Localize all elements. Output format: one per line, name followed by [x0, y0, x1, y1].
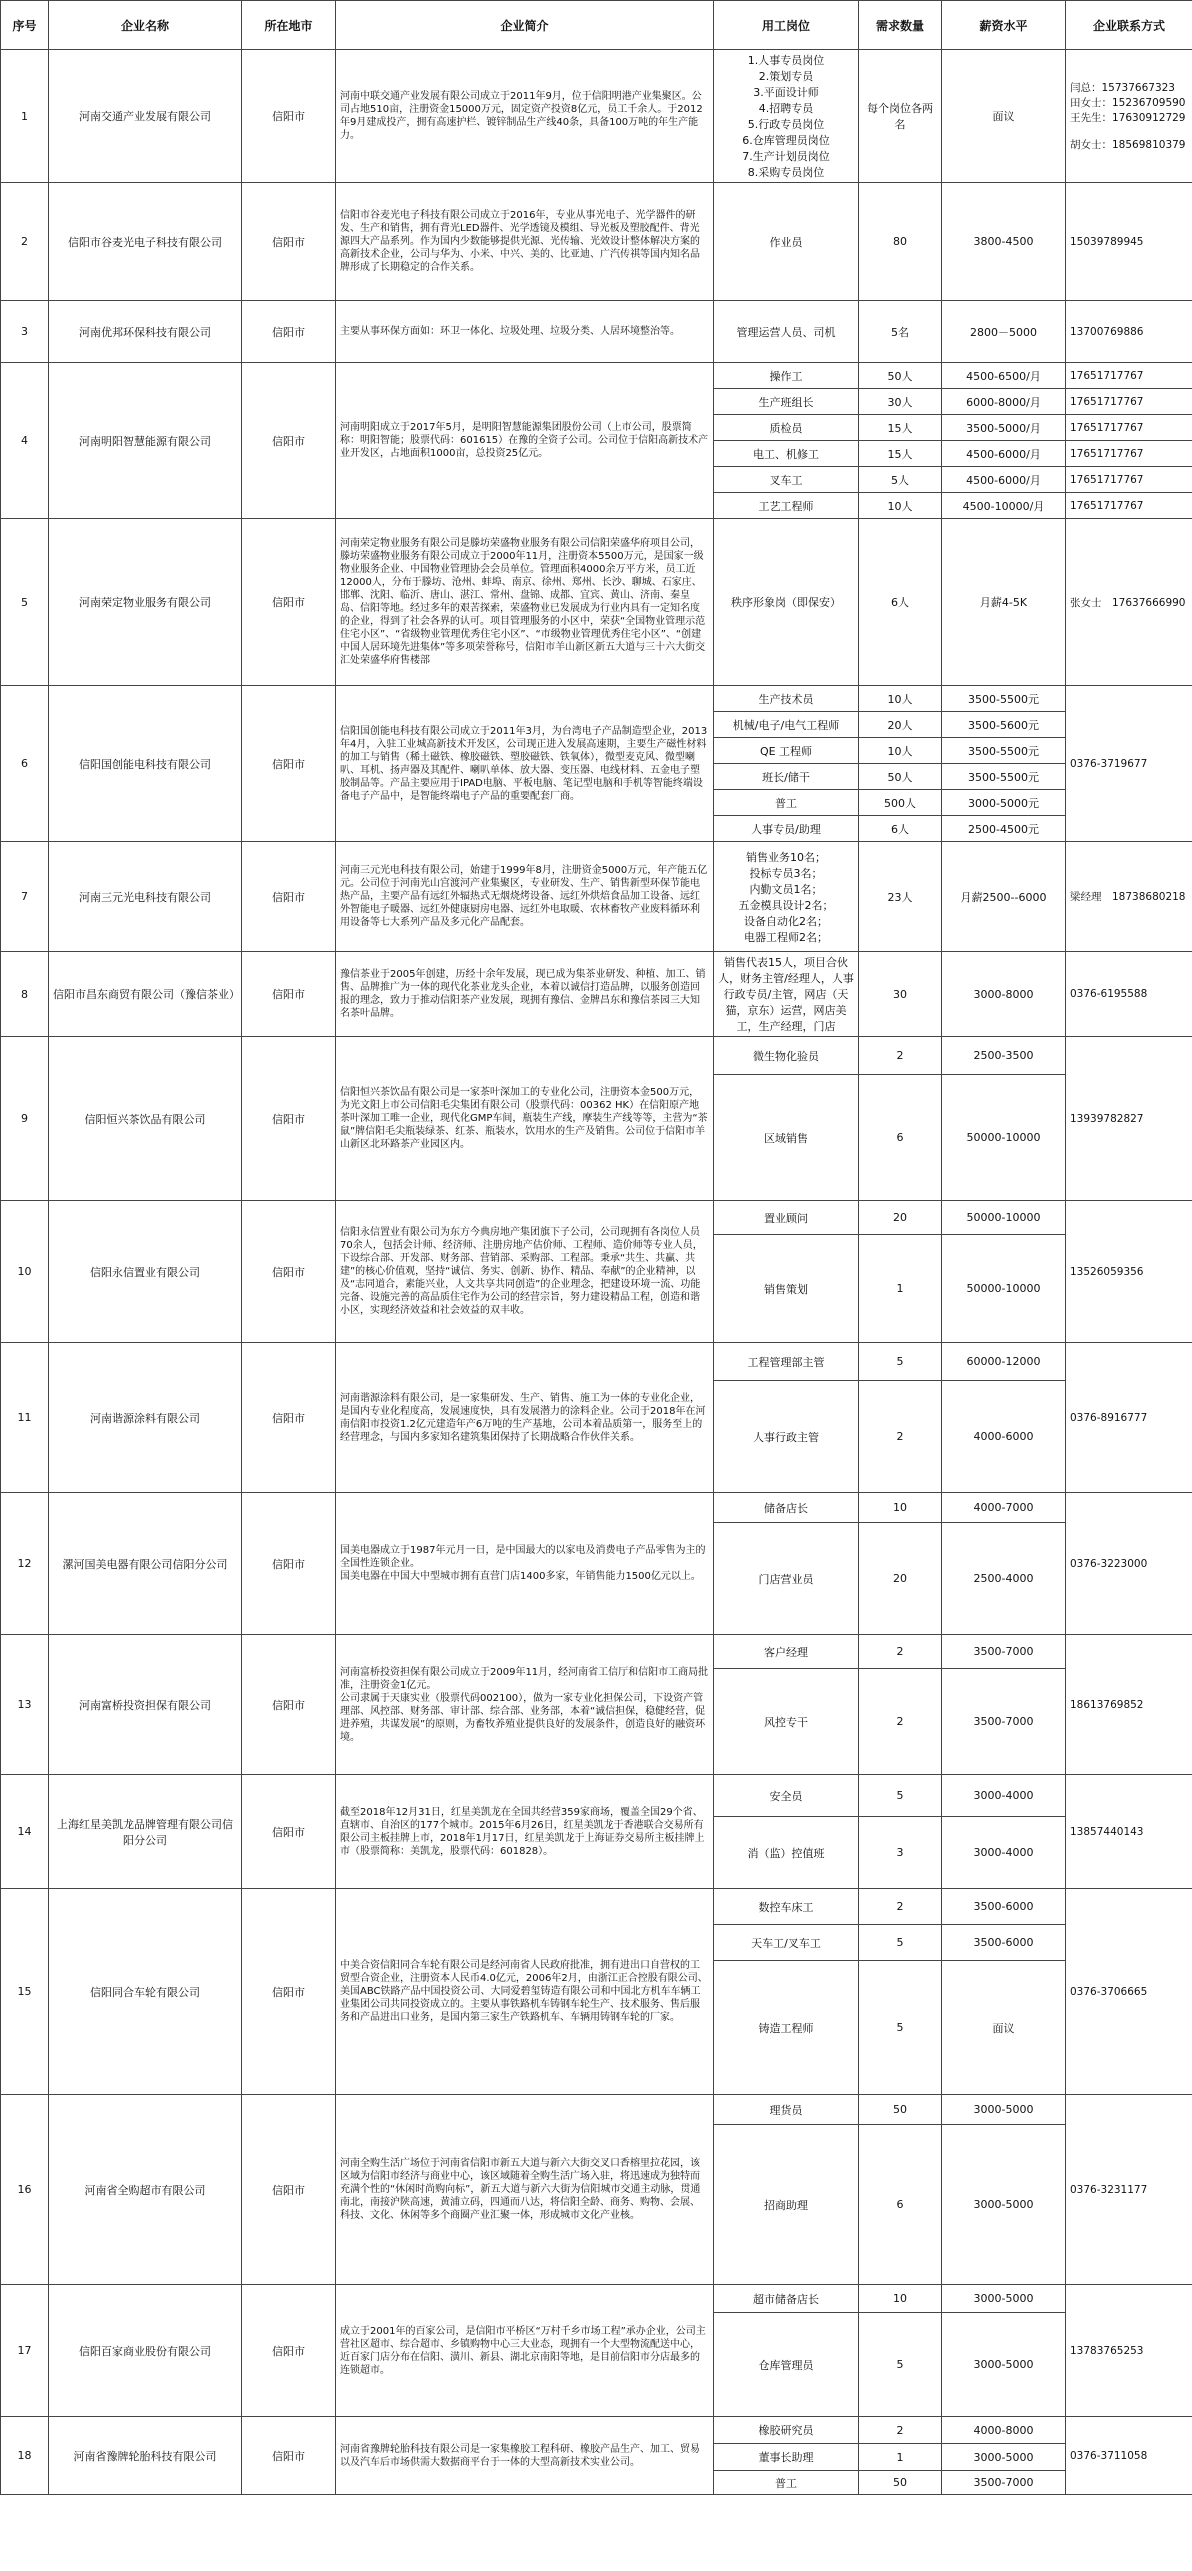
company-city: 信阳市 — [242, 2285, 336, 2417]
job-position: 超市储备店长 — [714, 2285, 859, 2313]
job-position: 风控专干 — [714, 1669, 859, 1775]
company-contact: 0376-3706665 — [1066, 1889, 1192, 2095]
header-number: 需求数量 — [859, 1, 942, 50]
job-number: 10人 — [859, 493, 942, 519]
job-number: 6人 — [859, 816, 942, 842]
company-city: 信阳市 — [242, 952, 336, 1037]
job-number: 20 — [859, 1201, 942, 1235]
company-name: 信阳市昌东商贸有限公司（豫信茶业） — [49, 952, 242, 1037]
job-number: 5 — [859, 2313, 942, 2417]
job-salary: 6000-8000/月 — [942, 389, 1066, 415]
company-city: 信阳市 — [242, 1493, 336, 1635]
job-number: 23人 — [859, 842, 942, 952]
job-position: 理货员 — [714, 2095, 859, 2125]
job-salary: 3000-4000 — [942, 1817, 1066, 1889]
job-number: 30 — [859, 952, 942, 1037]
job-salary: 3500-5600元 — [942, 712, 1066, 738]
job-number: 50 — [859, 2471, 942, 2495]
company-intro: 国美电器成立于1987年元月一日，是中国最大的以家电及消费电子产品零售为主的全国性连锁企业。 国美电器在中国大中型城市拥有直营门店1400多家，年销售能力1500亿元以上。 — [336, 1493, 714, 1635]
row-seq: 13 — [1, 1635, 49, 1775]
job-number: 10 — [859, 1493, 942, 1523]
company-contact: 0376-3231177 — [1066, 2095, 1192, 2285]
table-row — [1, 2417, 1192, 2444]
job-position: 生产技术员 — [714, 686, 859, 712]
row-seq: 15 — [1, 1889, 49, 2095]
company-contact: 0376-6195588 — [1066, 952, 1192, 1037]
job-salary: 3500-6000 — [942, 1889, 1066, 1925]
job-number: 1 — [859, 2444, 942, 2471]
header-seq: 序号 — [1, 1, 49, 50]
company-contact: 17651717767 — [1066, 441, 1192, 467]
job-position: 仓库管理员 — [714, 2313, 859, 2417]
company-contact: 13857440143 — [1066, 1775, 1192, 1889]
company-contact: 0376-8916777 — [1066, 1343, 1192, 1493]
job-position: 区域销售 — [714, 1075, 859, 1201]
company-city: 信阳市 — [242, 1635, 336, 1775]
job-salary: 3500-7000 — [942, 1669, 1066, 1775]
table-row — [1, 1493, 1192, 1523]
job-number: 5 — [859, 1775, 942, 1817]
company-city: 信阳市 — [242, 686, 336, 842]
job-position: 客户经理 — [714, 1635, 859, 1669]
company-contact: 张女士 17637666990 — [1066, 519, 1192, 686]
company-contact: 闫总：15737667323 田女士：15236709590 王先生：17630912729 胡女士：18569810379 — [1066, 50, 1192, 183]
job-salary: 面议 — [942, 1961, 1066, 2095]
job-position: 电工、机修工 — [714, 441, 859, 467]
company-city: 信阳市 — [242, 519, 336, 686]
job-salary: 3500-7000 — [942, 2471, 1066, 2495]
job-salary: 4000-8000 — [942, 2417, 1066, 2444]
row-seq: 6 — [1, 686, 49, 842]
job-number: 5名 — [859, 301, 942, 363]
job-number: 15人 — [859, 441, 942, 467]
job-number: 2 — [859, 1381, 942, 1493]
job-number: 30人 — [859, 389, 942, 415]
table-row — [1, 301, 1192, 363]
job-number: 6 — [859, 1075, 942, 1201]
company-contact: 15039789945 — [1066, 183, 1192, 301]
row-seq: 5 — [1, 519, 49, 686]
company-contact: 0376-3711058 — [1066, 2417, 1192, 2495]
job-number: 50人 — [859, 764, 942, 790]
company-intro: 河南明阳成立于2017年5月，是明阳智慧能源集团股份公司（上市公司，股票简称：明阳智能；股票代码：601615）在豫的全资子公司。公司位于信阳高新技术产业开发区，占地面积1000亩，总投资25亿元。 — [336, 363, 714, 519]
company-name: 河南谐源涂料有限公司 — [49, 1343, 242, 1493]
job-position: 普工 — [714, 790, 859, 816]
job-position: 管理运营人员、司机 — [714, 301, 859, 363]
job-position: 铸造工程师 — [714, 1961, 859, 2095]
job-position: 储备店长 — [714, 1493, 859, 1523]
company-intro: 河南富桥投资担保有限公司成立于2009年11月，经河南省工信厅和信阳市工商局批准，注册资金1亿元。 公司隶属于天康实业（股票代码002100），做为一家专业化担保公司，下设资产管理部、风控部、财务部、审计部、综合部、业务部，本着“诚信担保，稳健经营，促进养殖，共谋发展”的原则，为畜牧养殖业提供良好的发展条件，创造良好的融资环境。 — [336, 1635, 714, 1775]
company-intro: 河南三元光电科技有限公司，始建于1999年8月，注册资金5000万元，年产能五亿元。公司位于河南光山宫渡河产业集聚区，专业研发、生产、销售新型环保节能电热产品，主要产品有远红外辐热式无烟烧烤设备、远红外烘焙食品加工设备、远红外智能电子暖器、远红外健康厨房电器、远红外电取暖、农林畜牧产业废料循环利用设备等七大系列产品及多元化产品配套。 — [336, 842, 714, 952]
job-number: 50 — [859, 2095, 942, 2125]
table-row — [1, 1889, 1192, 1925]
job-number: 2 — [859, 1037, 942, 1075]
company-city: 信阳市 — [242, 2417, 336, 2495]
job-number: 每个岗位各两名 — [859, 50, 942, 183]
job-position: 1.人事专员岗位 2.策划专员 3.平面设计师 4.招聘专员 5.行政专员岗位 6.仓库管理员岗位 7.生产计划员岗位 8.采购专员岗位 — [714, 50, 859, 183]
company-intro: 信阳市谷麦光电子科技有限公司成立于2016年，专业从事光电子、光学器件的研发、生产和销售，拥有背光LED器件、光学透镜及模组、导光板及塑胶配件、背光源四大产品系列。作为国内少数能够提供光源、光传输、光效设计整体解决方案的高新技术企业，公司与华为、小米、中兴、美的、比亚迪、广汽传祺等国内知名品牌形成了长期稳定的合作关系。 — [336, 183, 714, 301]
row-seq: 9 — [1, 1037, 49, 1201]
company-name: 信阳同合车轮有限公司 — [49, 1889, 242, 2095]
job-position: 工程管理部主管 — [714, 1343, 859, 1381]
job-number: 1 — [859, 1235, 942, 1343]
company-name: 河南明阳智慧能源有限公司 — [49, 363, 242, 519]
job-salary: 2500-3500 — [942, 1037, 1066, 1075]
job-salary: 3000-4000 — [942, 1775, 1066, 1817]
job-position: 消（监）控值班 — [714, 1817, 859, 1889]
job-position: 秩序形象岗（即保安） — [714, 519, 859, 686]
company-intro: 主要从事环保方面如：环卫一体化、垃圾处理、垃圾分类、人居环境整治等。 — [336, 301, 714, 363]
table-row — [1, 952, 1192, 1037]
table-row — [1, 686, 1192, 712]
company-name: 河南省豫牌轮胎科技有限公司 — [49, 2417, 242, 2495]
row-seq: 1 — [1, 50, 49, 183]
job-number: 3 — [859, 1817, 942, 1889]
company-name: 上海红星美凯龙品牌管理有限公司信阳分公司 — [49, 1775, 242, 1889]
job-salary: 月薪4-5K — [942, 519, 1066, 686]
job-number: 500人 — [859, 790, 942, 816]
job-salary: 4500-6000/月 — [942, 467, 1066, 493]
company-contact: 17651717767 — [1066, 415, 1192, 441]
job-position: 生产班组长 — [714, 389, 859, 415]
job-position: 人事行政主管 — [714, 1381, 859, 1493]
job-position: 操作工 — [714, 363, 859, 389]
table-row — [1, 50, 1192, 183]
company-contact: 17651717767 — [1066, 493, 1192, 519]
job-salary: 3500-6000 — [942, 1925, 1066, 1961]
job-salary: 面议 — [942, 50, 1066, 183]
job-position: QE 工程师 — [714, 738, 859, 764]
company-contact: 17651717767 — [1066, 363, 1192, 389]
row-seq: 2 — [1, 183, 49, 301]
company-intro: 信阳永信置业有限公司为东方今典房地产集团旗下子公司，公司现拥有各岗位人员70余人，包括会计师、经济师、注册房地产估价师、工程师、造价师等专业人员，下设综合部、开发部、财务部、营销部、采购部、工程部。秉承“共生、共赢、共建”的核心价值观，坚持“诚信、务实、创新、协作、精品、奉献”的企业精神，以及“志同道合，素能兴业，人文共享共同创造”的企业理念，把建设环境一流、功能完备、设施完善的高品质住宅作为公司的经营宗旨，努力建设精品工程，创造和谐小区，实现经济效益和社会效益的双丰收。 — [336, 1201, 714, 1343]
job-salary: 50000-10000 — [942, 1075, 1066, 1201]
company-intro: 河南荣定物业服务有限公司是滕坊荣盛物业服务有限公司信阳荣盛华府项目公司，滕坊荣盛物业服务有限公司成立于2000年11月，注册资本5500万元，是国家一级物业服务企业、中国物业管理协会会员单位。管理面积4000余万平方米，员工近12000人，分布于滕坊、沧州、蚌埠、南京、徐州、郑州、长沙、聊城、石家庄、邯郸、沈阳、临沂、唐山、湛江、常州、盘锦、成都、宜宾、黄山、济南、秦皇岛、信阳等地。经过多年的艰苦探索，荣盛物业已发展成为行业内具有一定知名度的企业，得到了社会各界的认可。项目管理服务的小区中，荣获“全国物业管理示范住宅小区”、“省级物业管理优秀住宅小区”、“市级物业管理优秀住宅小区”、“创建中国人居环境先进集体”等多项荣誉称号，信阳市羊山新区新五大道与三十六大街交汇处荣盛华府售楼部 — [336, 519, 714, 686]
job-salary: 4000-7000 — [942, 1493, 1066, 1523]
job-salary: 60000-12000 — [942, 1343, 1066, 1381]
job-number: 10人 — [859, 738, 942, 764]
job-position: 销售业务10名； 投标专员3名； 内勤文员1名； 五金模具设计2名； 设备自动化2名； 电器工程师2名； — [714, 842, 859, 952]
job-position: 质检员 — [714, 415, 859, 441]
company-name: 信阳百家商业股份有限公司 — [49, 2285, 242, 2417]
job-position: 机械/电子/电气工程师 — [714, 712, 859, 738]
job-number: 10 — [859, 2285, 942, 2313]
table-row — [1, 1775, 1192, 1817]
header-city: 所在地市 — [242, 1, 336, 50]
job-number: 2 — [859, 1669, 942, 1775]
job-number: 15人 — [859, 415, 942, 441]
job-position: 置业顾问 — [714, 1201, 859, 1235]
job-number: 20人 — [859, 712, 942, 738]
table-body — [1, 50, 1192, 2495]
table-row — [1, 183, 1192, 301]
table-row — [1, 842, 1192, 952]
company-name: 漯河国美电器有限公司信阳分公司 — [49, 1493, 242, 1635]
row-seq: 17 — [1, 2285, 49, 2417]
row-seq: 8 — [1, 952, 49, 1037]
row-seq: 3 — [1, 301, 49, 363]
row-seq: 12 — [1, 1493, 49, 1635]
job-salary: 4500-6500/月 — [942, 363, 1066, 389]
table-row — [1, 1201, 1192, 1235]
job-position: 人事专员/助理 — [714, 816, 859, 842]
job-number: 5 — [859, 1961, 942, 2095]
company-city: 信阳市 — [242, 842, 336, 952]
job-number: 2 — [859, 1635, 942, 1669]
company-contact: 13700769886 — [1066, 301, 1192, 363]
row-seq: 11 — [1, 1343, 49, 1493]
job-position: 作业员 — [714, 183, 859, 301]
job-salary: 50000-10000 — [942, 1235, 1066, 1343]
job-number: 6人 — [859, 519, 942, 686]
company-intro: 河南谐源涂料有限公司，是一家集研发、生产、销售、施工为一体的专业化企业，是国内专业化程度高，发展速度快，具有发展潜力的涂料企业。公司于2018年在河南信阳市投资1.2亿元建造年产6万吨的生产基地，公司本着品质第一，服务至上的经营理念，与国内多家知名建筑集团保持了长期战略合作伙伴关系。 — [336, 1343, 714, 1493]
company-name: 河南省全购超市有限公司 — [49, 2095, 242, 2285]
job-salary: 3000-5000 — [942, 2285, 1066, 2313]
table-row — [1, 1343, 1192, 1381]
row-seq: 4 — [1, 363, 49, 519]
job-salary: 4500-6000/月 — [942, 441, 1066, 467]
header-salary: 薪资水平 — [942, 1, 1066, 50]
company-city: 信阳市 — [242, 50, 336, 183]
job-position: 安全员 — [714, 1775, 859, 1817]
header-position: 用工岗位 — [714, 1, 859, 50]
job-position: 门店营业员 — [714, 1523, 859, 1635]
company-city: 信阳市 — [242, 1343, 336, 1493]
job-salary: 3000-8000 — [942, 952, 1066, 1037]
company-intro: 中美合资信阳同合车轮有限公司是经河南省人民政府批准，拥有进出口自营权的工贸型合资企业，注册资本人民币4.0亿元，2006年2月，由浙江正合控股有限公司、美国ABC铁路产品中国投资公司、大同爱碧玺铸造有限公司和中国北方机车车辆工业集团公司共同投资成立的。主要从事铁路机车铸钢车轮生产、技术服务、售后服务和产品进出口业务，是国内第三家生产铁路机车、车辆用铸钢车轮的厂家。 — [336, 1889, 714, 2095]
job-position: 销售策划 — [714, 1235, 859, 1343]
table-row — [1, 2285, 1192, 2313]
job-salary: 50000-10000 — [942, 1201, 1066, 1235]
company-city: 信阳市 — [242, 1037, 336, 1201]
header-contact: 企业联系方式 — [1066, 1, 1192, 50]
job-position: 橡胶研究员 — [714, 2417, 859, 2444]
company-name: 信阳永信置业有限公司 — [49, 1201, 242, 1343]
row-seq: 16 — [1, 2095, 49, 2285]
company-contact: 17651717767 — [1066, 389, 1192, 415]
job-salary: 3000-5000 — [942, 2095, 1066, 2125]
job-position: 销售代表15人，项目合伙人，财务主管/经理人，人事行政专员/主管，网店（天猫，京东）运营，网店美工，生产经理，门店 — [714, 952, 859, 1037]
company-intro: 河南省豫牌轮胎科技有限公司是一家集橡胶工程科研、橡胶产品生产、加工、贸易以及汽车后市场供需大数据商平台于一体的大型高新技术实业公司。 — [336, 2417, 714, 2495]
job-salary: 3500-5500元 — [942, 686, 1066, 712]
company-contact: 梁经理 18738680218 — [1066, 842, 1192, 952]
table-row — [1, 2095, 1192, 2125]
company-intro: 信阳国创能电科技有限公司成立于2011年3月，为台湾电子产品制造型企业，2013年4月，入驻工业城高新技术开发区，公司现正进入发展高速期，主要生产磁性材料的加工与销售（稀土磁铁、橡胶磁铁、塑胶磁铁、铁氧体），微型麦克风、微型喇叭、耳机、扬声器及其配件、喇叭单体、放大器、变压器、电线材料、五金电子塑胶制品等。产品主要应用于IPAD电脑、平板电脑、笔记型电脑和手机等智能终端设备电子产品中，是智能终端电子产品的重要配套厂商。 — [336, 686, 714, 842]
header-intro: 企业简介 — [336, 1, 714, 50]
job-salary: 3000-5000 — [942, 2444, 1066, 2471]
company-city: 信阳市 — [242, 1889, 336, 2095]
header-company: 企业名称 — [49, 1, 242, 50]
company-name: 河南优邦环保科技有限公司 — [49, 301, 242, 363]
company-contact: 0376-3223000 — [1066, 1493, 1192, 1635]
company-city: 信阳市 — [242, 1775, 336, 1889]
job-salary: 3500-5000/月 — [942, 415, 1066, 441]
company-city: 信阳市 — [242, 1201, 336, 1343]
job-number: 50人 — [859, 363, 942, 389]
row-seq: 14 — [1, 1775, 49, 1889]
job-salary: 4000-6000 — [942, 1381, 1066, 1493]
company-name: 河南荣定物业服务有限公司 — [49, 519, 242, 686]
job-salary: 3800-4500 — [942, 183, 1066, 301]
company-name: 信阳国创能电科技有限公司 — [49, 686, 242, 842]
row-seq: 18 — [1, 2417, 49, 2495]
job-position: 数控车床工 — [714, 1889, 859, 1925]
job-position: 董事长助理 — [714, 2444, 859, 2471]
company-intro: 信阳恒兴茶饮品有限公司是一家茶叶深加工的专业化公司，注册资本金500万元，为光文阳上市公司信阳毛尖集团有限公司（股票代码：00362 HK）在信阳原产地茶叶深加工唯一企业，现代化GMP车间，瓶装生产线，摩装生产线等等，主营为“茶鼠”牌信阳毛尖瓶装绿茶、红茶、瓶装水，饮用水的生产及销售。公司位于信阳市羊山新区北环路茶产业园区内。 — [336, 1037, 714, 1201]
company-name: 河南交通产业发展有限公司 — [49, 50, 242, 183]
job-salary: 2500-4500元 — [942, 816, 1066, 842]
job-salary: 月薪2500--6000 — [942, 842, 1066, 952]
job-salary: 3000-5000 — [942, 2125, 1066, 2285]
job-number: 5人 — [859, 467, 942, 493]
job-position: 工艺工程师 — [714, 493, 859, 519]
job-number: 10人 — [859, 686, 942, 712]
company-name: 信阳恒兴茶饮品有限公司 — [49, 1037, 242, 1201]
job-salary: 3000-5000 — [942, 2313, 1066, 2417]
job-salary: 3500-5500元 — [942, 764, 1066, 790]
company-contact: 0376-3719677 — [1066, 686, 1192, 842]
job-position: 微生物化验员 — [714, 1037, 859, 1075]
company-contact: 18613769852 — [1066, 1635, 1192, 1775]
job-number: 80 — [859, 183, 942, 301]
job-salary: 4500-10000/月 — [942, 493, 1066, 519]
company-intro: 河南全购生活广场位于河南省信阳市新五大道与新六大街交叉口香榕里拉花园，该区域为信阳市经济与商业中心，该区域随着全购生活广场入驻，将迅速成为独特而充满个性的“休闲时尚购向标”，新五大道与新六大街为信阳城市交通主动脉，贯通南北，南接沪陕高速，黄浦立码，四通而八达，将信阳全龄、商务、购物、会展、科技、文化、休闲等多个商圈产业汇聚一体，形成城市文化产业核。 — [336, 2095, 714, 2285]
company-city: 信阳市 — [242, 301, 336, 363]
table-row — [1, 363, 1192, 389]
company-contact: 13526059356 — [1066, 1201, 1192, 1343]
job-salary: 3500-7000 — [942, 1635, 1066, 1669]
company-intro: 成立于2001年的百家公司，是信阳市平桥区“万村千乡市场工程”承办企业，公司主营社区超市、综合超市、乡镇购物中心三大业态，现拥有一个大型物流配送中心，近百家门店分布在信阳、潢川、新县、湖北京南阳等地，是目前信阳市分店最多的连锁超市。 — [336, 2285, 714, 2417]
table-row — [1, 519, 1192, 686]
job-salary: 3500-5500元 — [942, 738, 1066, 764]
company-name: 信阳市谷麦光电子科技有限公司 — [49, 183, 242, 301]
job-salary: 3000-5000元 — [942, 790, 1066, 816]
job-number: 2 — [859, 1889, 942, 1925]
job-position: 班长/储干 — [714, 764, 859, 790]
job-salary: 2500-4000 — [942, 1523, 1066, 1635]
job-position: 叉车工 — [714, 467, 859, 493]
company-contact: 17651717767 — [1066, 467, 1192, 493]
job-number: 2 — [859, 2417, 942, 2444]
table-row — [1, 1037, 1192, 1075]
job-position: 招商助理 — [714, 2125, 859, 2285]
company-contact: 13939782827 — [1066, 1037, 1192, 1201]
row-seq: 7 — [1, 842, 49, 952]
job-number: 6 — [859, 2125, 942, 2285]
company-intro: 豫信茶业于2005年创建，历经十余年发展，现已成为集茶业研发、种植、加工、销售、品牌推广为一体的现代化茶业龙头企业，本着以诚信打造品牌，以服务创造回报的理念，致力于推动信阳茶产业发展，现拥有豫信、金牌昌东和豫信茶园三大知名茶叶品牌。 — [336, 952, 714, 1037]
job-number: 5 — [859, 1925, 942, 1961]
company-city: 信阳市 — [242, 363, 336, 519]
job-position: 天车工/叉车工 — [714, 1925, 859, 1961]
table-row — [1, 1635, 1192, 1669]
company-intro: 截至2018年12月31日，红星美凯龙在全国共经营359家商场，覆盖全国29个省、直辖市、自治区的177个城市。2015年6月26日，红星美凯龙于香港联合交易所有限公司主板挂牌上市，2018年1月17日，红星美凯龙于上海证券交易所主板挂牌上市（股票简称：美凯龙，股票代码：601828）。 — [336, 1775, 714, 1889]
job-salary: 2800－5000 — [942, 301, 1066, 363]
company-city: 信阳市 — [242, 2095, 336, 2285]
company-city: 信阳市 — [242, 183, 336, 301]
job-number: 5 — [859, 1343, 942, 1381]
company-name: 河南富桥投资担保有限公司 — [49, 1635, 242, 1775]
job-position: 普工 — [714, 2471, 859, 2495]
company-name: 河南三元光电科技有限公司 — [49, 842, 242, 952]
header-row — [1, 1, 1192, 50]
company-contact: 13783765253 — [1066, 2285, 1192, 2417]
job-number: 20 — [859, 1523, 942, 1635]
company-intro: 河南中联交通产业发展有限公司成立于2011年9月，位于信阳明港产业集聚区。公司占地510亩，注册资金15000万元，固定资产投资8亿元，员工千余人。于2012年9月建成投产，拥有高速护栏、镀锌制品生产线40条，具备100万吨的年生产能力。 — [336, 50, 714, 183]
row-seq: 10 — [1, 1201, 49, 1343]
